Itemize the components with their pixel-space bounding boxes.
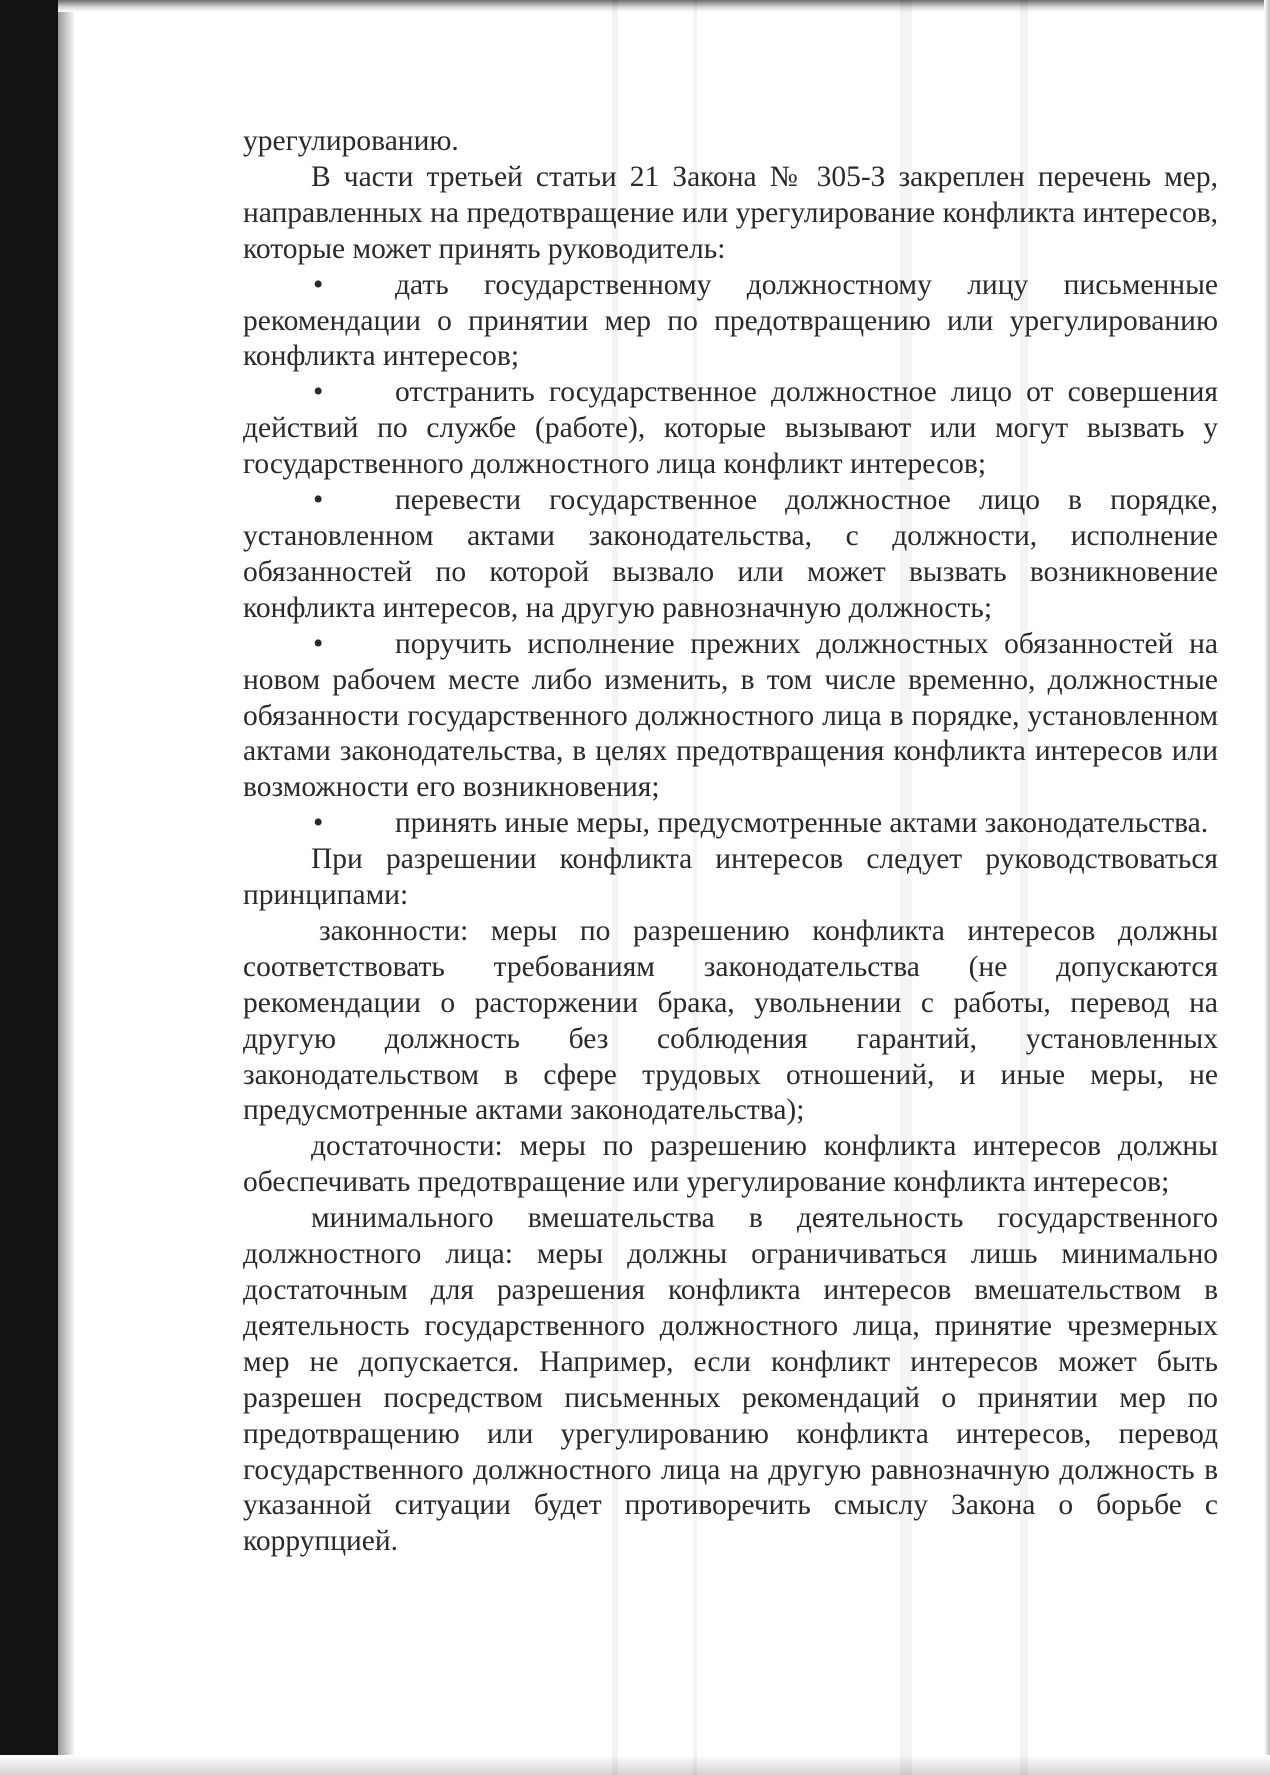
scan-right-edge [1264, 0, 1270, 1775]
scan-bottom-edge [0, 1755, 1270, 1775]
bullet-marker: • [313, 376, 324, 409]
paragraph-principle-legality: законности: меры по разрешению конфликта интересов должны соответствовать требованиям законодательства (не допускаются рекомендации о расторжении брака, увольнении с работы, перевод на другую должность без соблюдения гарантий, установленных законодательством в сфере трудовых отношений, и иные меры, не предусмотренные актами законодательства); [243, 914, 1218, 1127]
paragraph-principles-intro: При разрешении конфликта интересов следует руководствоваться принципами: [243, 843, 1218, 912]
bullet-item [243, 627, 1218, 807]
scan-left-border [0, 0, 58, 1775]
paragraph-principle-minimal-interference: минимального вмешательства в деятельность государственного должностного лица: меры должны ограничиваться лишь минимально достаточным для разрешения конфликта интересов вмешательством в деятельность государственного должностного лица, принятие чрезмерных мер не допускается. Например, если конфликт интересов может быть разрешен посредством письменных рекомендаций о принятии мер по предотвращению или урегулированию конфликта интересов, перевод государственного должностного лица на другую равнозначную должность в указанной ситуации будет противоречить смыслу Закона о борьбе с коррупцией. [243, 1202, 1218, 1558]
bullet-item [243, 375, 1218, 483]
bullet-item [243, 483, 1218, 627]
scan-top-edge [58, 0, 1270, 12]
bullet-text: принять иные меры, предусмотренные актами законодательства. [395, 807, 1209, 840]
bullet-item [243, 268, 1218, 376]
bullet-item [243, 806, 1218, 842]
bullet-text: отстранить государственное должностное лицо от совершения действий по службе (работе), которые вызывают или могут вызвать у государственного должностного лица конфликт интересов; [243, 376, 1218, 481]
document-body [243, 124, 1218, 1560]
bullet-marker: • [313, 268, 324, 301]
bullet-marker: • [313, 484, 324, 517]
scan-left-shadow [58, 0, 74, 1775]
bullet-text: перевести государственное должностное лицо в порядке, установленном актами законодательства, с должности, исполнение обязанностей по которой вызвало или может вызвать возникновение конфликта интересов, на другую равнозначную должность; [243, 484, 1218, 624]
bullet-marker: • [313, 627, 324, 660]
paragraph-intro: В части третьей статьи 21 Закона № 305-З закреплен перечень мер, направленных на предотвращение или урегулирование конфликта интересов, которые может принять руководитель: [243, 160, 1218, 265]
paragraph-principle-sufficiency: достаточности: меры по разрешению конфликта интересов должны обеспечивать предотвращение или урегулирование конфликта интересов; [243, 1130, 1218, 1199]
paragraph-continuation: урегулированию. [243, 125, 459, 157]
bullet-text: поручить исполнение прежних должностных обязанностей на новом рабочем месте либо изменить, в том числе временно, должностные обязанности государственного должностного лица в порядке, установленном актами законодательства, в целях предотвращения конфликта интересов или возможности его возникновения; [243, 627, 1218, 804]
bullet-marker: • [313, 807, 324, 840]
bullet-text: дать государственному должностному лицу письменные рекомендации о принятии мер по предотвращению или урегулированию конфликта интересов; [243, 268, 1218, 373]
